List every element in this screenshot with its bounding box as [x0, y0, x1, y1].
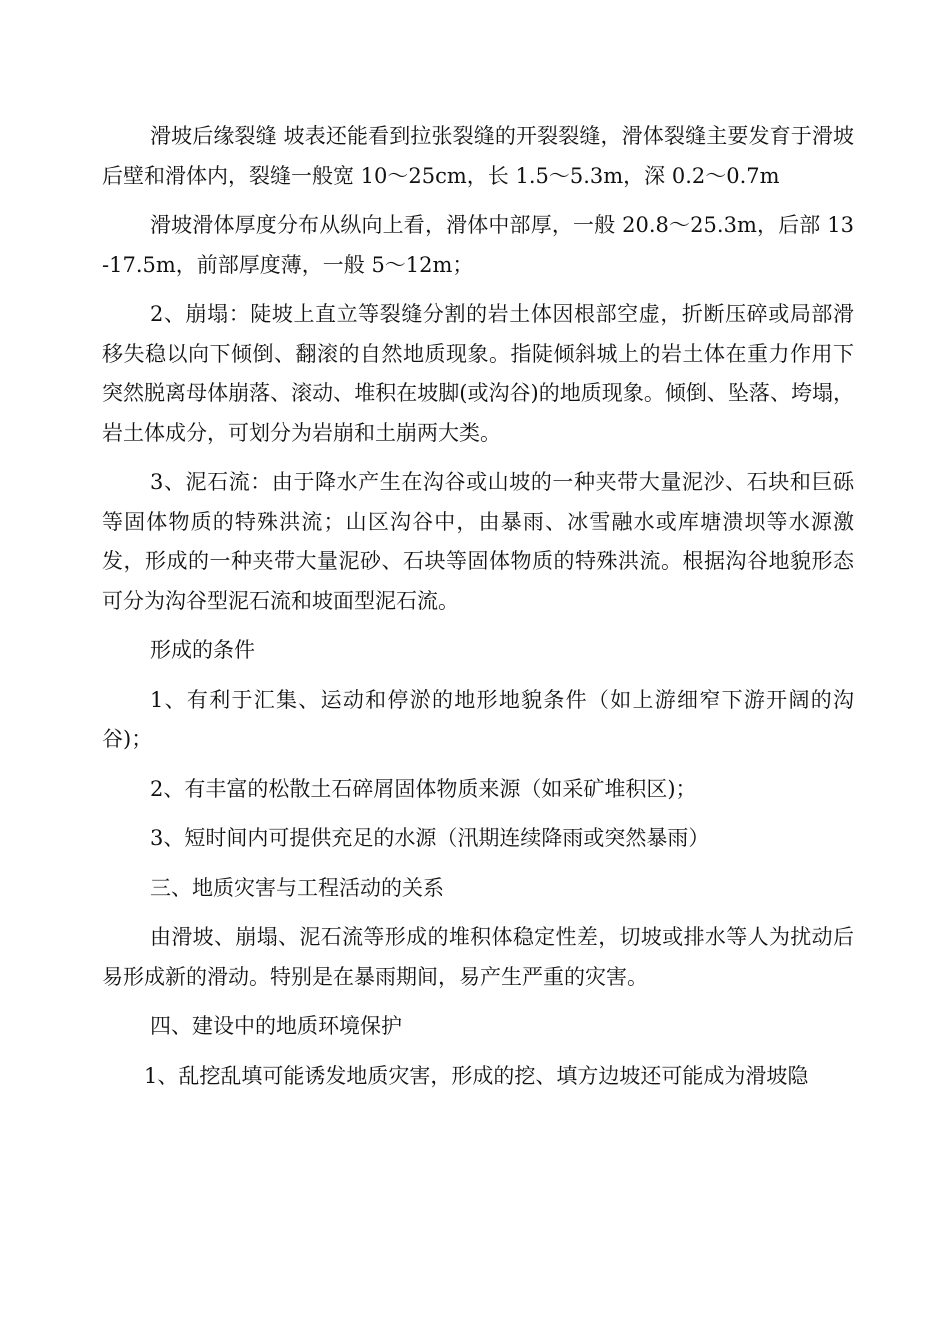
- paragraph-condition-3: 3、短时间内可提供充足的水源（汛期连续降雨或突然暴雨）: [150, 826, 710, 850]
- paragraph-debris-flow: 3、泥石流：由于降水产生在沟谷或山坡的一种夹带大量泥沙、石块和巨砾等固体物质的特殊洪流；山区沟谷中，由暴雨、冰雪融水或库塘溃坝等水源激发，形成的一种夹带大量泥砂、石块等固体物质的特殊洪流。根据沟谷地貌形态可分为沟谷型泥石流和坡面型泥石流。: [102, 470, 854, 613]
- paragraph-landslide-thickness: 滑坡滑体厚度分布从纵向上看，滑体中部厚，一般 20.8～25.3m，后部 13-17.5m，前部厚度薄，一般 5～12m；: [102, 213, 854, 277]
- paragraph-formation-conditions-heading: 形成的条件: [150, 638, 255, 662]
- paragraph-protection-item-1: 1、乱挖乱填可能诱发地质灾害，形成的挖、填方边坡还可能成为滑坡隐: [144, 1063, 809, 1088]
- paragraph-condition-1: 1、有利于汇集、运动和停淤的地形地貌条件（如上游细窄下游开阔的沟谷)；: [102, 687, 854, 751]
- paragraph-collapse: 2、崩塌：陡坡上直立等裂缝分割的岩土体因根部空虚，折断压碎或局部滑移失稳以向下倾倒、翻滚的自然地质现象。指陡倾斜城上的岩土体在重力作用下突然脱离母体崩落、滚动、堆积在坡脚(或沟谷)的地质现象。倾倒、坠落、垮塌，岩土体成分，可划分为岩崩和土崩两大类。: [102, 302, 854, 445]
- section-heading-3: 三、地质灾害与工程活动的关系: [150, 875, 444, 900]
- paragraph-condition-2: 2、有丰富的松散土石碎屑固体物质来源（如采矿堆积区)；: [150, 776, 697, 801]
- paragraph-landslide-rear-cracks: 滑坡后缘裂缝 坡表还能看到拉张裂缝的开裂裂缝，滑体裂缝主要发育于滑坡后壁和滑体内，裂缝一般宽 10～25cm，长 1.5～5.3m，深 0.2～0.7m: [102, 124, 854, 188]
- document-body: [102, 117, 854, 1106]
- section-heading-4: 四、建设中的地质环境保护: [150, 1014, 402, 1038]
- paragraph-engineering-relationship: 由滑坡、崩塌、泥石流等形成的堆积体稳定性差，切坡或排水等人为扰动后易形成新的滑动。特别是在暴雨期间，易产生严重的灾害。: [102, 925, 854, 989]
